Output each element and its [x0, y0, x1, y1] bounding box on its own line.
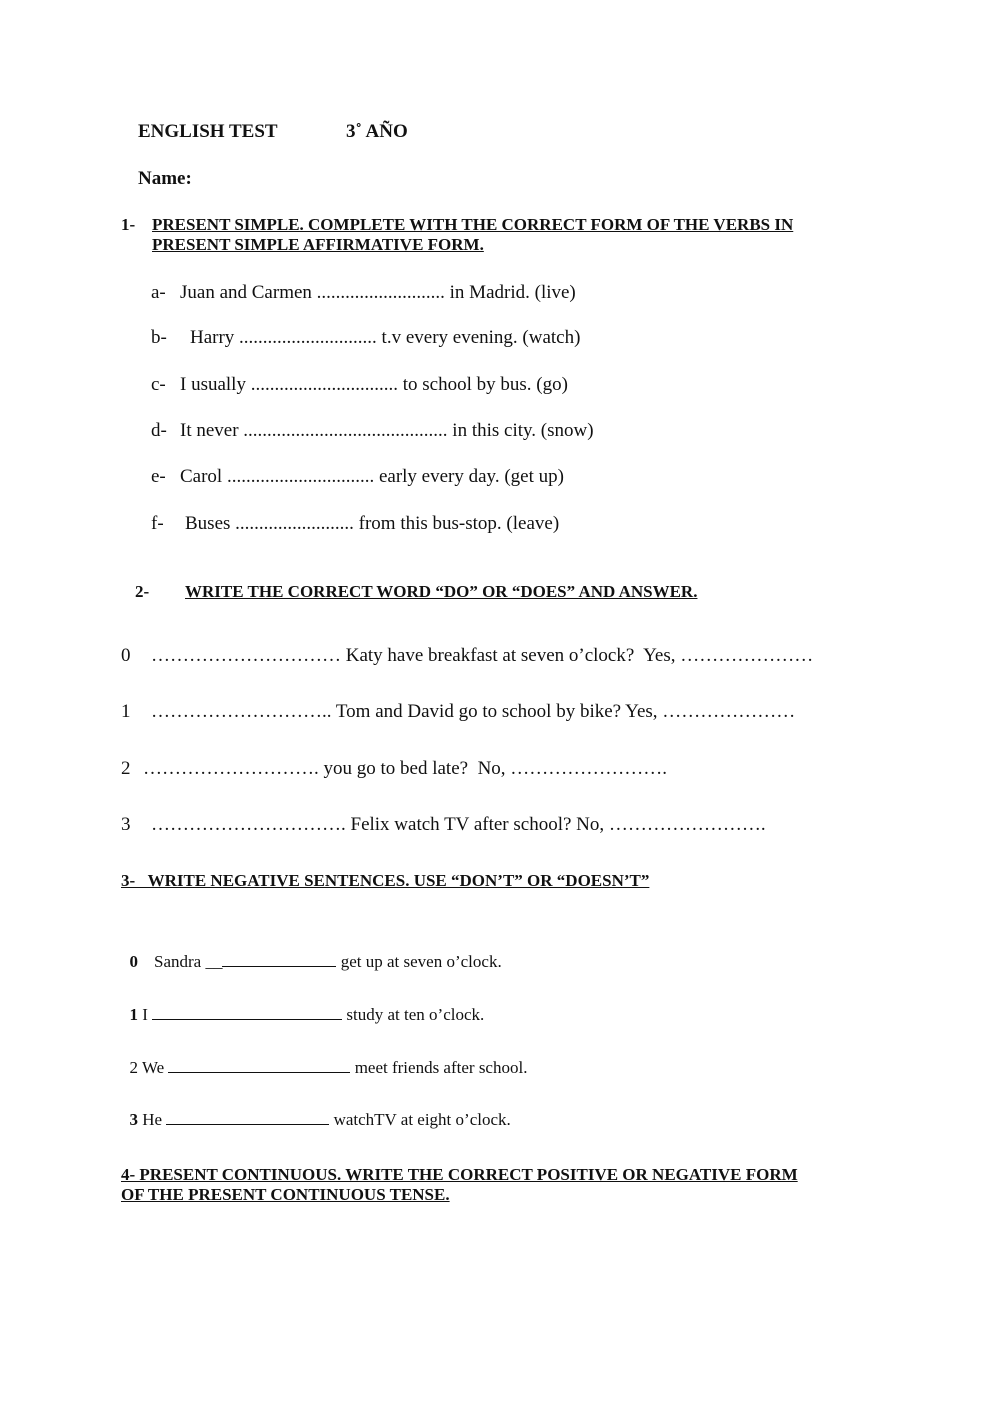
section3-item	[121, 985, 484, 1025]
section2-heading-text: WRITE THE CORRECT WORD “DO” OR “DOES” AND ANSWER.	[185, 582, 698, 601]
section1-item-letter: b-	[151, 327, 167, 348]
section3-item-rest: get up at seven o’clock.	[340, 952, 502, 971]
section2-item-number: 0	[121, 645, 131, 666]
section1-number: 1-	[121, 215, 136, 234]
section1-item-text: Harry ............................. t.v every evening. (watch)	[190, 327, 581, 348]
section4-heading-line1: 4- PRESENT CONTINUOUS. WRITE THE CORRECT POSITIVE OR NEGATIVE FORM	[121, 1165, 798, 1184]
section1-item-text: Carol ............................... early every day. (get up)	[180, 466, 564, 487]
section4-heading-line2: OF THE PRESENT CONTINUOUS TENSE.	[121, 1185, 450, 1204]
section1-item-letter: a-	[151, 282, 166, 303]
section1-item-text: It never ........................................... in this city. (snow)	[180, 420, 594, 441]
section1-heading-line2: PRESENT SIMPLE AFFIRMATIVE FORM.	[152, 235, 484, 254]
section3-item	[121, 932, 502, 972]
section3-item-prefix: We	[141, 1058, 165, 1077]
section1-item-letter: c-	[151, 374, 166, 395]
section1-item-letter: f-	[151, 513, 164, 534]
section1-item-text: Juan and Carmen ........................... in Madrid. (live)	[180, 282, 576, 303]
section2-item-number: 1	[121, 701, 131, 722]
section1-heading-line1: PRESENT SIMPLE. COMPLETE WITH THE CORRECT FORM OF THE VERBS IN	[152, 215, 794, 234]
section1-item-text: Buses ......................... from this bus-stop. (leave)	[185, 513, 560, 534]
section2-item-number: 2	[121, 758, 131, 779]
section3-heading: 3- WRITE NEGATIVE SENTENCES. USE “DON’T” OR “DOESN’T”	[121, 871, 650, 890]
section3-item-prefix: I	[142, 1005, 148, 1024]
name-label: Name:	[138, 168, 192, 189]
section2-item-text: ………………………. you go to bed late? No, …………………….	[143, 758, 668, 779]
section2-item-number: 3	[121, 814, 131, 835]
section2-number: 2-	[135, 582, 150, 601]
section3-item-number: 0	[129, 952, 138, 971]
section2-item-text: …………………………. Felix watch TV after school? No, …………………….	[151, 814, 766, 835]
answer-blank[interactable]	[166, 1110, 329, 1125]
section3-item-rest: meet friends after school.	[354, 1058, 528, 1077]
section3-item-number: 3	[129, 1110, 138, 1129]
section3-item-prefix: He	[142, 1110, 163, 1129]
answer-blank[interactable]	[168, 1058, 350, 1073]
section3-item	[121, 1090, 511, 1130]
section3-item	[121, 1038, 527, 1078]
section1-item-text: I usually ............................... to school by bus. (go)	[180, 374, 568, 395]
section3-item-number: 2	[129, 1058, 138, 1077]
answer-blank[interactable]	[222, 952, 336, 967]
section1-item-letter: d-	[151, 420, 167, 441]
section3-item-prefix: Sandra __	[154, 952, 223, 971]
section3-item-number: 1	[129, 1005, 138, 1024]
section3-item-rest: watchTV at eight o’clock.	[333, 1110, 511, 1129]
answer-blank[interactable]	[152, 1005, 342, 1020]
section2-heading	[121, 582, 697, 602]
section1-item-letter: e-	[151, 466, 166, 487]
section2-item-text: ……………………….. Tom and David go to school by bike? Yes, …………………	[151, 701, 796, 722]
school-year: 3˚ AÑO	[346, 121, 408, 142]
test-title: ENGLISH TEST	[138, 121, 278, 142]
section2-item-text: ………………………… Katy have breakfast at seven o’clock? Yes, …………………	[151, 645, 814, 666]
section3-item-rest: study at ten o’clock.	[346, 1005, 485, 1024]
